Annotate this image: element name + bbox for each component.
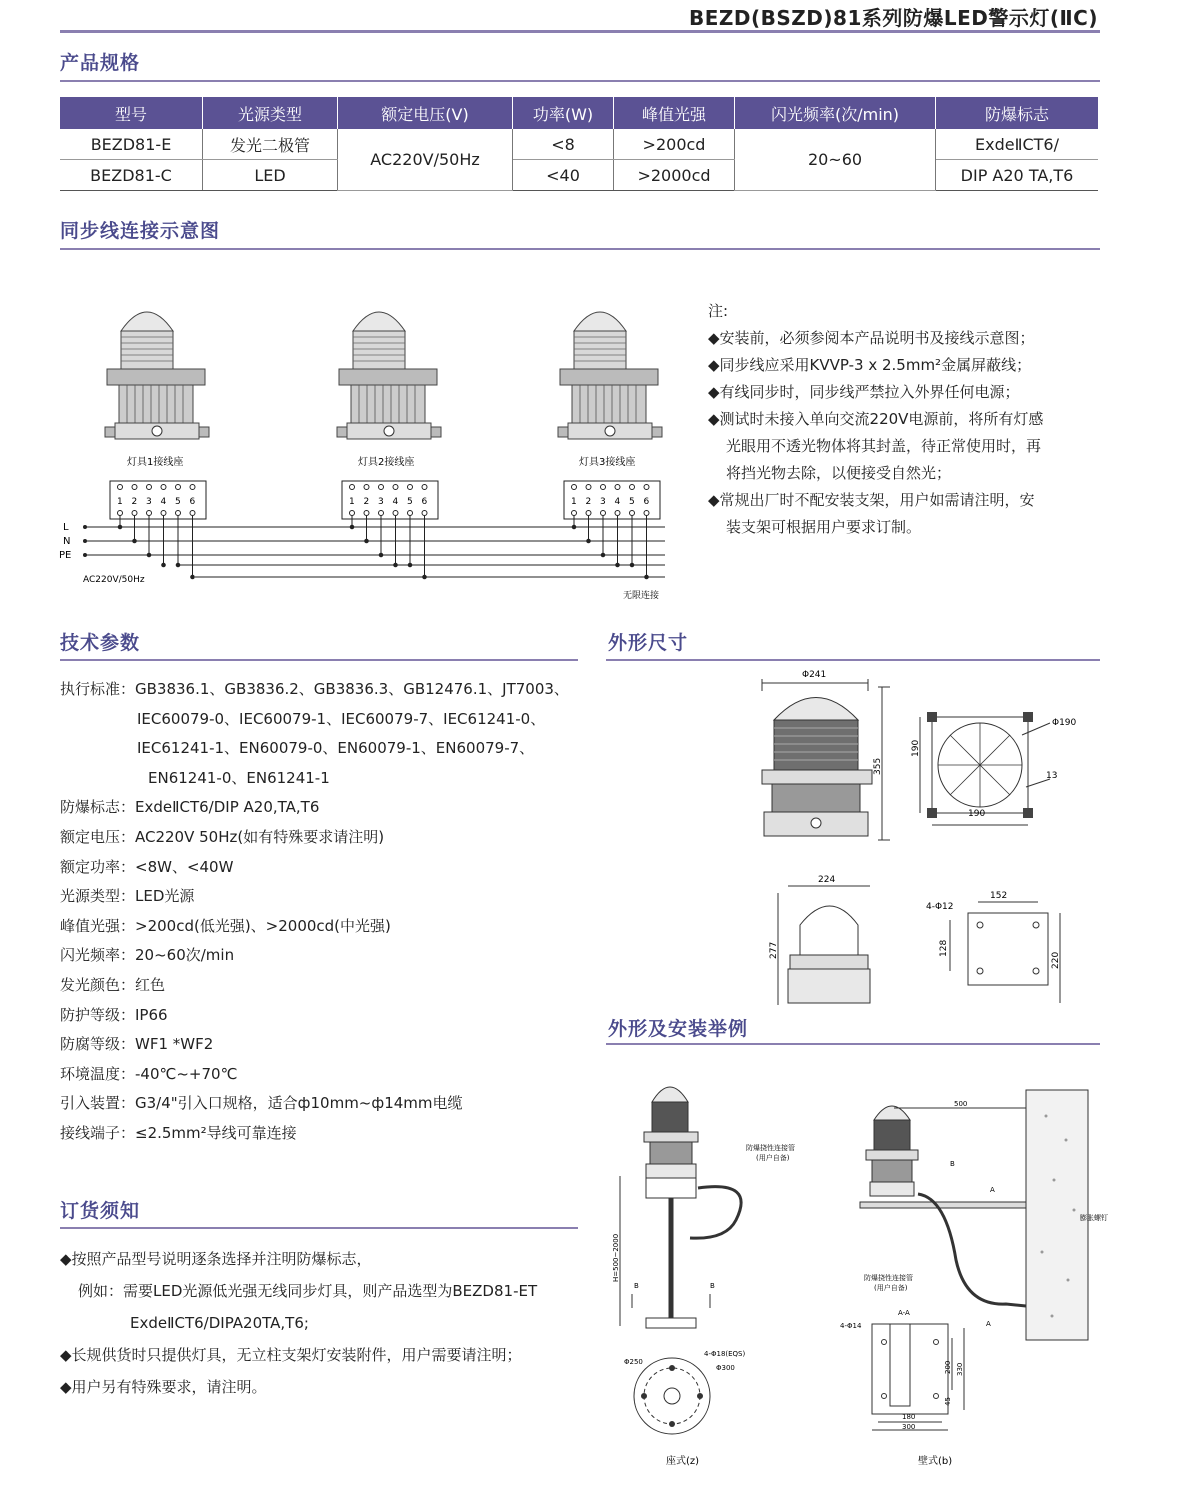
terminal-number: 1 <box>349 497 355 507</box>
cell-intensity: >2000cd <box>614 160 735 191</box>
dim-300-w: 300 <box>902 1423 916 1431</box>
param-line: 闪光频率：20~60次/min <box>60 946 235 965</box>
section-rule <box>60 80 1100 82</box>
terminal-screw <box>615 511 620 516</box>
section-rule <box>606 1043 1100 1045</box>
section-rule <box>60 1227 578 1229</box>
terminal-screw <box>572 511 577 516</box>
terminal-number: 3 <box>600 497 606 507</box>
document-title: BEZD(BSZD)81系列防爆LED警示灯(ⅡC) <box>688 6 1098 30</box>
note-line: 装支架可根据用户要求订制。 <box>726 518 922 536</box>
terminal-number: 4 <box>392 497 399 507</box>
param-line: 发光颜色：红色 <box>60 975 166 994</box>
wire-junction <box>133 539 137 543</box>
screw-label: 膨胀螺钉 <box>1080 1214 1108 1222</box>
dim-4-12: 4-Φ12 <box>926 902 954 912</box>
terminal-screw <box>350 511 355 516</box>
terminal-screw <box>147 511 152 516</box>
col-model: 型号 <box>60 97 203 129</box>
cell-exmark: DIP A20 TA,T6 <box>936 160 1099 191</box>
section-mark-a: A <box>986 1320 991 1328</box>
param-line: IEC61241-1、EN60079-0、EN60079-1、EN60079-7、 <box>137 739 535 758</box>
title-rule <box>60 30 1100 33</box>
supply-label: AC220V/50Hz <box>83 575 145 585</box>
terminal-screw <box>364 511 369 516</box>
dim-side: 190 <box>911 739 921 757</box>
terminal-number: 1 <box>571 497 577 507</box>
terminal-screw <box>630 511 635 516</box>
caption-floor: 座式(z) <box>666 1456 700 1467</box>
terminal-number: 3 <box>146 497 152 507</box>
dim-500: 500 <box>954 1100 968 1108</box>
param-line: 接线端子：≤2.5mm²导线可靠连接 <box>60 1123 297 1142</box>
terminal-number: 5 <box>629 497 635 507</box>
table-row <box>60 129 1098 160</box>
param-line: 环境温度：-40℃~+70℃ <box>60 1064 238 1083</box>
terminal-number: 3 <box>378 497 384 507</box>
terminal-screw <box>422 485 427 490</box>
terminal-number: 2 <box>363 497 370 507</box>
wire-junction <box>616 563 620 567</box>
note-line: 光眼用不透光物体将其封盖，待正常使用时，再 <box>726 437 1042 455</box>
terminal-number: 4 <box>614 497 621 507</box>
order-line: ◆长规供货时只提供灯具，无立柱支架灯安装附件，用户需要请注明； <box>60 1346 522 1364</box>
terminal-number: 2 <box>131 497 138 507</box>
param-line: 峰值光强：>200cd(低光强)、>2000cd(中光强) <box>60 916 391 935</box>
terminal-screw <box>379 485 384 490</box>
dim-diameter-190: Φ190 <box>1052 718 1077 728</box>
note-line: ◆安装前，必须参阅本产品说明书及接线示意图； <box>708 329 1035 347</box>
cell-power: <8 <box>513 129 614 160</box>
lamp-label: 灯具1接线座 <box>127 457 184 468</box>
wire-junction <box>365 539 369 543</box>
wire-junction <box>408 563 412 567</box>
terminal-screw <box>161 511 166 516</box>
wire-junction <box>379 553 383 557</box>
wire-junction <box>601 553 605 557</box>
terminal-number: 5 <box>407 497 413 507</box>
wire-junction <box>350 525 354 529</box>
terminal-screw <box>601 511 606 516</box>
wire-junction <box>630 563 634 567</box>
col-voltage: 额定电压(V) <box>338 97 513 129</box>
section-mark-b: B <box>950 1160 955 1168</box>
spec-table-header <box>60 97 1098 129</box>
pipe-sub-label: (用户自备) <box>756 1154 790 1162</box>
wire-junction <box>394 563 398 567</box>
terminal-number: 6 <box>189 497 196 507</box>
param-line: 光源类型：LED光源 <box>60 887 195 906</box>
section-mark-a: A <box>990 1186 995 1194</box>
line-label-pe: PE <box>59 550 72 561</box>
terminal-number: 6 <box>421 497 428 507</box>
caption-wall: 壁式(b) <box>918 1456 953 1467</box>
section-mark-b: B <box>634 1282 639 1290</box>
dim-224: 224 <box>818 875 836 885</box>
wire-junction <box>191 575 195 579</box>
terminal-screw <box>393 485 398 490</box>
cell-model: BEZD81-E <box>60 129 203 160</box>
param-line: 引入装置：G3/4"引入口规格，适合ф10mm~ф14mm电缆 <box>60 1094 463 1113</box>
terminal-screw <box>350 485 355 490</box>
terminal-screw <box>408 511 413 516</box>
installation-drawings <box>606 1070 1108 1480</box>
terminal-screw <box>572 485 577 490</box>
section-mark-b: B <box>710 1282 715 1290</box>
terminal-screw <box>118 485 123 490</box>
line-label-l: L <box>63 522 69 533</box>
wire-junction <box>176 563 180 567</box>
terminal-screw <box>601 485 606 490</box>
wire-junction <box>645 575 649 579</box>
terminal-screw <box>393 511 398 516</box>
order-line: 例如：需要LED光源低光强无线同步灯具，则产品选型为BEZD81-ET <box>78 1282 538 1300</box>
section-heading-spec: 产品规格 <box>60 52 141 74</box>
terminal-number: 5 <box>175 497 181 507</box>
terminal-screw <box>422 511 427 516</box>
terminal-screw <box>176 511 181 516</box>
terminal-screw <box>132 485 137 490</box>
terminal-number: 1 <box>117 497 123 507</box>
col-power: 功率(W) <box>513 97 614 129</box>
section-rule <box>60 659 578 661</box>
param-line: 防护等级：IP66 <box>60 1005 168 1024</box>
terminal-screw <box>118 511 123 516</box>
terminal-screw <box>408 485 413 490</box>
param-line: 额定电压：AC220V 50Hz(如有特殊要求请注明) <box>60 827 385 846</box>
param-line: 防腐等级：WF1 *WF2 <box>60 1035 214 1054</box>
wire-junction <box>587 539 591 543</box>
note-line: ◆同步线应采用KVVP-3 x 2.5mm²金属屏蔽线； <box>708 356 1032 374</box>
wire-junction <box>162 563 166 567</box>
order-line: ◆按照产品型号说明逐条选择并注明防爆标志， <box>60 1250 372 1268</box>
terminal-screw <box>615 485 620 490</box>
col-source: 光源类型 <box>203 97 338 129</box>
tech-params <box>60 675 590 1149</box>
terminal-number: 6 <box>643 497 650 507</box>
terminal-screw <box>190 511 195 516</box>
dim-277: 277 <box>769 941 779 959</box>
cell-exmark: ExdeⅡCT6/ <box>936 129 1099 160</box>
dim-diameter: Φ241 <box>802 670 827 680</box>
terminal-screw <box>379 511 384 516</box>
section-heading-install: 外形及安装举例 <box>608 1018 749 1040</box>
cell-source: 发光二极管 <box>203 129 338 160</box>
dim-180: 180 <box>902 1413 916 1421</box>
terminal-screw <box>644 511 649 516</box>
cell-intensity: >200cd <box>614 129 735 160</box>
section-heading-tech: 技术参数 <box>60 632 141 654</box>
note-line: ◆测试时未接入单向交流220V电源前，将所有灯感 <box>708 410 1044 428</box>
sync-wiring-diagram <box>55 285 685 610</box>
terminal-screw <box>586 511 591 516</box>
dim-220: 220 <box>1051 951 1061 969</box>
dim-200: 200 <box>944 1360 952 1374</box>
note-line: 将挡光物去除，以便接受自然光； <box>726 464 952 482</box>
dim-height: 355 <box>873 757 883 775</box>
cell-voltage: AC220V/50Hz <box>338 129 513 191</box>
note-line: ◆常规出厂时不配安装支架，用户如需请注明，安 <box>708 491 1035 509</box>
param-line: 防爆标志：ExdeⅡCT6/DIP A20,TA,T6 <box>60 798 320 817</box>
dim-4-18: 4-Φ18(EQS) <box>704 1350 746 1358</box>
dim-152: 152 <box>990 891 1008 901</box>
section-rule <box>606 659 1100 661</box>
wire-junction <box>147 553 151 557</box>
spec-table <box>60 97 1098 191</box>
table-row <box>60 160 1098 191</box>
cell-source: LED <box>203 160 338 191</box>
cell-power: <40 <box>513 160 614 191</box>
section-heading-order: 订货须知 <box>60 1200 141 1222</box>
dim-4-14: 4-Φ14 <box>840 1322 862 1330</box>
pipe-label: 防爆挠性连接管 <box>746 1144 795 1152</box>
section-aa: A-A <box>898 1309 910 1317</box>
terminal-screw <box>630 485 635 490</box>
notes-title: 注: <box>708 302 729 320</box>
note-line: ◆有线同步时，同步线严禁拉入外界任何电源； <box>708 383 1020 401</box>
pipe-label: 防爆挠性连接管 <box>864 1274 913 1282</box>
dim-side-h: 190 <box>968 809 986 819</box>
cell-model: BEZD81-C <box>60 160 203 191</box>
line-label-n: N <box>63 536 71 547</box>
col-frequency: 闪光频率(次/min) <box>735 97 936 129</box>
unlimited-label: 无限连接 <box>623 591 660 601</box>
terminal-screw <box>586 485 591 490</box>
height-label: H=500~2000 <box>612 1233 620 1282</box>
order-line: ExdeⅡCT6/DIPA20TA,T6; <box>130 1314 309 1332</box>
wire-junction <box>118 525 122 529</box>
order-notes <box>60 1243 590 1403</box>
terminal-screw <box>364 485 369 490</box>
wire-junction <box>423 575 427 579</box>
terminal-number: 4 <box>160 497 167 507</box>
order-line: ◆用户另有特殊要求，请注明。 <box>60 1378 267 1396</box>
param-line: IEC60079-0、IEC60079-1、IEC60079-7、IEC61241-0、 <box>137 709 546 728</box>
dim-45: 45 <box>944 1397 952 1406</box>
cell-frequency: 20~60 <box>735 129 936 191</box>
terminal-screw <box>176 485 181 490</box>
terminal-screw <box>190 485 195 490</box>
dim-330: 330 <box>956 1362 964 1376</box>
section-heading-sync: 同步线连接示意图 <box>60 220 221 242</box>
section-rule <box>60 248 1100 250</box>
lamp-label: 灯具2接线座 <box>358 457 415 468</box>
dim-13: 13 <box>1046 771 1058 781</box>
dim-128: 128 <box>939 939 949 957</box>
param-line: 执行标准：GB3836.1、GB3836.2、GB3836.3、GB12476.1、JT7003、 <box>60 680 569 698</box>
lamp-label: 灯具3接线座 <box>579 457 636 468</box>
dim-300: Φ300 <box>716 1364 735 1372</box>
terminal-screw <box>147 485 152 490</box>
terminal-number: 2 <box>585 497 592 507</box>
param-line: EN61241-0、EN61241-1 <box>148 768 330 787</box>
terminal-screw <box>132 511 137 516</box>
param-line: 额定功率：<8W、<40W <box>60 857 234 876</box>
section-heading-dims: 外形尺寸 <box>608 632 689 654</box>
dimension-drawings <box>740 665 1100 1015</box>
dim-250: Φ250 <box>624 1358 643 1366</box>
wire-junction <box>572 525 576 529</box>
col-intensity: 峰值光强 <box>614 97 735 129</box>
pipe-sub-label: (用户自备) <box>874 1284 908 1292</box>
col-exmark: 防爆标志 <box>936 97 1099 129</box>
terminal-screw <box>644 485 649 490</box>
sync-notes <box>708 298 1108 541</box>
terminal-screw <box>161 485 166 490</box>
